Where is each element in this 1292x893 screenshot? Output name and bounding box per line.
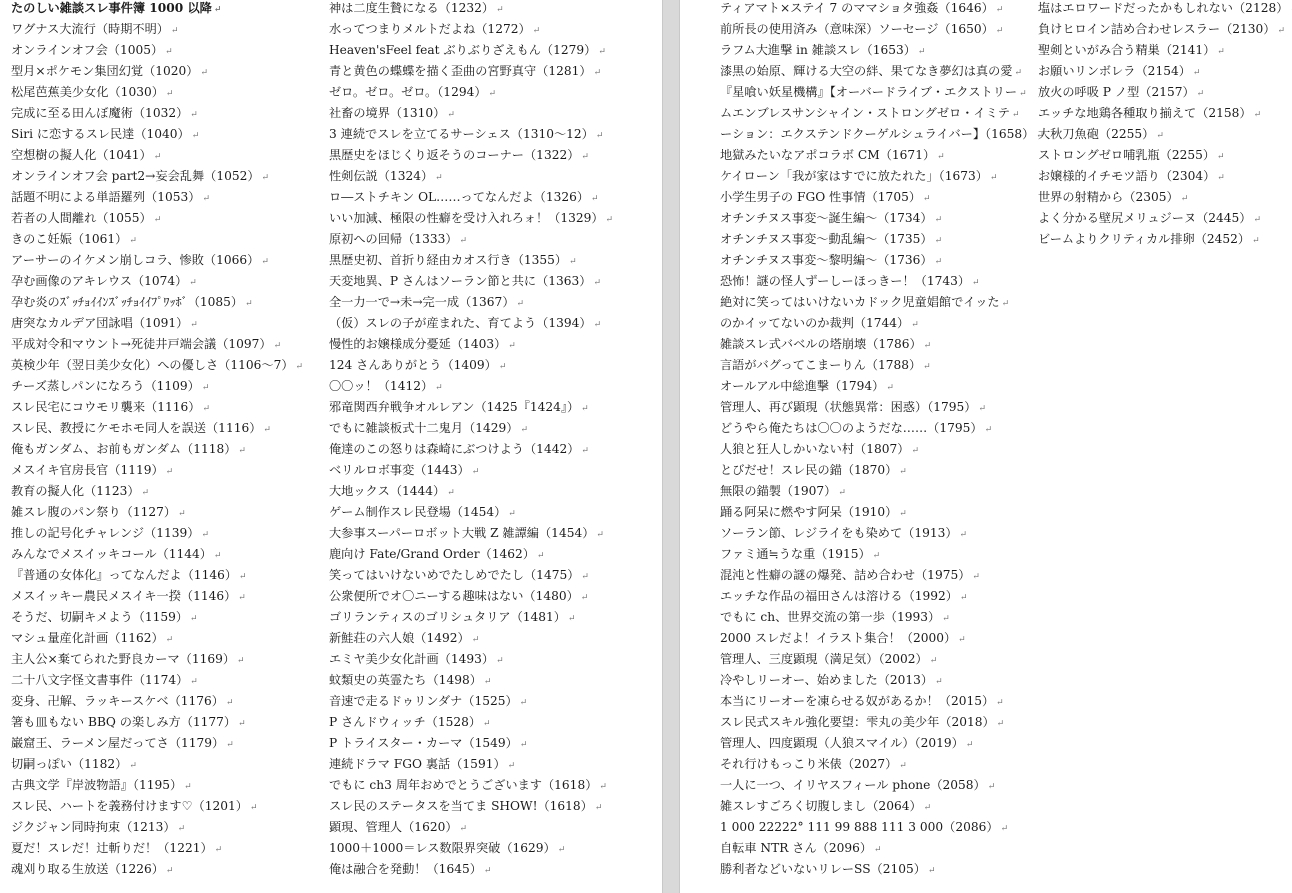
list-item: スレ民、ハートを義務付けます♡（1201） ↵ [11,798,303,819]
list-item: P トライスター・カーマ（1549） ↵ [329,735,613,756]
list-item: ゴリランティスのゴリシュタリア（1481） ↵ [329,609,613,630]
list-item: ジクジャン同時拘束（1213） ↵ [11,819,303,840]
list-item: オチンチヌス事変～黎明編～（1736） ↵ [720,252,1044,273]
list-item: 型月×ポケモン集団幻覚（1020） ↵ [11,63,303,84]
list-item: エッチな作品の福田さんは溶ける（1992） ↵ [720,588,1044,609]
list-item: 『普通の女体化』ってなんだよ（1146） ↵ [11,567,303,588]
list-item: スレ民、教授にケモホモ同人を誤送（1116） ↵ [11,420,303,441]
list-item: 聖剣といがみ合う精巣（2141） ↵ [1038,42,1292,63]
list-item: 管理人、三度顕現（満足気）（2002） ↵ [720,651,1044,672]
list-item: 前所長の使用済み（意味深）ソーセージ（1650） ↵ [720,21,1044,42]
list-item: P さんドウィッチ（1528） ↵ [329,714,613,735]
list-item: 英検少年（翌日美少女化）への優しさ（1106～7） ↵ [11,357,303,378]
list-item: ソーラン節、レジライをも染めて（1913） ↵ [720,525,1044,546]
list-item: ゲーム制作スレ民登場（1454） ↵ [329,504,613,525]
list-item: 雑スレすごろく切腹しまし（2064） ↵ [720,798,1044,819]
list-item: ケイローン「我が家はすでに放たれた」（1673） ↵ [720,168,1044,189]
list-item: 2000 スレだよ！イラスト集合！（2000） ↵ [720,630,1044,651]
list-item: 黒歴史初、首折り経由カオス行き（1355） ↵ [329,252,613,273]
list-item: 負けヒロイン詰め合わせレスラー（2130） ↵ [1038,21,1292,42]
list-item: でもに雑談板式十二鬼月（1429） ↵ [329,420,613,441]
list-item: 社畜の境界（1310） ↵ [329,105,613,126]
list-item: お願いリンボレラ（2154） ↵ [1038,63,1292,84]
list-item: メスイキ官房長官（1119） ↵ [11,462,303,483]
list-item: 連続ドラマ FGO 裏話（1591） ↵ [329,756,613,777]
list-item: 慢性的お嬢様成分憂延（1403） ↵ [329,336,613,357]
list-item: 124 さんありがとう（1409） ↵ [329,357,613,378]
list-item: 〇〇ッ！（1412） ↵ [329,378,613,399]
list-item: エミヤ美少女化計画（1493） ↵ [329,651,613,672]
page-gutter [662,0,680,893]
list-item: オンラインオフ会 part2→妄会乱舞（1052） ↵ [11,168,303,189]
list-item: ロ―ストチキン OL……ってなんだよ（1326） ↵ [329,189,613,210]
list-item: 黒歴史をほじくり返そうのコーナー（1322） ↵ [329,147,613,168]
list-item: 二十八文字怪文書事件（1174） ↵ [11,672,303,693]
list-item: いい加減、極限の性癖を受け入れろォ！（1329） ↵ [329,210,613,231]
list-item: オチンチヌス事変～誕生編～（1734） ↵ [720,210,1044,231]
list-item: 邪竜関西弁戦争オルレアン（1425『1424』） ↵ [329,399,613,420]
document-title: たのしい雑談スレ事件簿 1000 以降 ↵ [11,0,303,21]
list-item: 鹿向け Fate/Grand Order（1462） ↵ [329,546,613,567]
list-item: 俺達のこの怒りは森崎にぶつけよう（1442） ↵ [329,441,613,462]
list-item: ラフム大進撃 in 雑談スレ（1653） ↵ [720,42,1044,63]
list-item: 絶対に笑ってはいけないカドック児童娼館でイッた ↵ [720,294,1044,315]
list-item: 松尾芭蕉美少女化（1030） ↵ [11,84,303,105]
list-item: それ行けもっこり米俵（2027） ↵ [720,756,1044,777]
list-item: 1000＋1000＝レス数限界突破（1629） ↵ [329,840,613,861]
list-item: 話題不明による単語羅列（1053） ↵ [11,189,303,210]
list-item: 大地ックス（1444） ↵ [329,483,613,504]
column-2 [329,0,613,882]
list-item: 天変地異、P さんはソーラン節と共に（1363） ↵ [329,273,613,294]
list-item: チーズ蒸しパンになろう（1109） ↵ [11,378,303,399]
list-item: 管理人、再び顕現（状態異常：困惑）（1795） ↵ [720,399,1044,420]
list-item: きのこ妊娠（1061） ↵ [11,231,303,252]
list-item: 塩はエロワードだったかもしれない（2128） ↵ [1038,0,1292,21]
list-item: オチンチヌス事変～動乱編～（1735） ↵ [720,231,1044,252]
list-item: 無限の錨製（1907） ↵ [720,483,1044,504]
list-item: 推しの記号化チャレンジ（1139） ↵ [11,525,303,546]
list-item: 夏だ！スレだ！辻斬りだ！（1221） ↵ [11,840,303,861]
list-item: 原初への回帰（1333） ↵ [329,231,613,252]
list-item: 大参事スーパーロボット大戦 Z 雑譚編（1454） ↵ [329,525,613,546]
list-item: スレ民式スキル強化要望：雫丸の美少年（2018） ↵ [720,714,1044,735]
list-item: 唐突なカルデア団詠唱（1091） ↵ [11,315,303,336]
list-item: 音速で走るドゥリンダナ（1525） ↵ [329,693,613,714]
list-item: Siri に恋するスレ民達（1040） ↵ [11,126,303,147]
list-item: 3 連続でスレを立てるサーシェス（1310～12） ↵ [329,126,613,147]
list-item: 孕む画像のアキレウス（1074） ↵ [11,273,303,294]
list-item: 性剣伝説（1324） ↵ [329,168,613,189]
right-page [680,0,1292,893]
list-item: よく分かる壁尻メリュジーヌ（2445） ↵ [1038,210,1292,231]
list-item: 孕む炎のｽﾞｯﾁｮｲｲﾝｽﾞｯﾁｮｲｲﾌﾟﾜｯﾎﾞ（1085） ↵ [11,294,303,315]
list-item: 青と黄色の蝶蝶を描く歪曲の宮野真守（1281） ↵ [329,63,613,84]
list-item: 顕現、管理人（1620） ↵ [329,819,613,840]
list-item: オンラインオフ会（1005） ↵ [11,42,303,63]
list-item: 新鮭荘の六人娘（1492） ↵ [329,630,613,651]
list-item: 切嗣っぽい（1182） ↵ [11,756,303,777]
list-item: 俺もガンダム、お前もガンダム（1118） ↵ [11,441,303,462]
column-4 [1038,0,1292,252]
list-item: 小学生男子の FGO 性事情（1705） ↵ [720,189,1044,210]
column-3 [720,0,1044,882]
list-item: 漆黒の始原、輝ける大空の絆、果てなき夢幻は真の愛 ↵ [720,63,1044,84]
list-item: マシュ量産化計画（1162） ↵ [11,630,303,651]
list-item: スレ民のステータスを当てま SHOW!（1618） ↵ [329,798,613,819]
list-item: ゼロ。ゼロ。ゼロ。（1294） ↵ [329,84,613,105]
list-item: ファミ通≒うな重（1915） ↵ [720,546,1044,567]
list-item: 笑ってはいけないめでたしめでたし（1475） ↵ [329,567,613,588]
list-item: 雑スレ腹のパン祭り（1127） ↵ [11,504,303,525]
list-item: 公衆便所でオ〇ニーする趣味はない（1480） ↵ [329,588,613,609]
list-item: 放火の呼吸 P ノ型（2157） ↵ [1038,84,1292,105]
list-item: 俺は融合を発動！（1645） ↵ [329,861,613,882]
column-1 [11,0,303,882]
list-item: 一人に一つ、イリヤスフィール phone（2058） ↵ [720,777,1044,798]
list-item: 全一力一で→未→完一成（1367） ↵ [329,294,613,315]
list-item: 教育の擬人化（1123） ↵ [11,483,303,504]
list-item: ストロングゼロ哺乳瓶（2255） ↵ [1038,147,1292,168]
list-item: 恐怖！謎の怪人ずーしーほっきー！（1743） ↵ [720,273,1044,294]
list-item: みんなでメスイッキコール（1144） ↵ [11,546,303,567]
list-item: 神は二度生贄になる（1232） ↵ [329,0,613,21]
list-item: 世界の射精から（2305） ↵ [1038,189,1292,210]
list-item: オールアル中総進撃（1794） ↵ [720,378,1044,399]
list-item: 巌窟王、ラーメン屋だってさ（1179） ↵ [11,735,303,756]
list-item: でもに ch、世界交流の第一歩（1993） ↵ [720,609,1044,630]
list-item: Heaven'sFeel feat ぶりぶりざえもん（1279） ↵ [329,42,613,63]
list-item: アーサーのイケメン崩しコラ、惨敗（1066） ↵ [11,252,303,273]
list-item: 蚊類史の英霊たち（1498） ↵ [329,672,613,693]
list-item: 人狼と狂人しかいない村（1807） ↵ [720,441,1044,462]
list-item: 混沌と性癖の謎の爆発、詰め合わせ（1975） ↵ [720,567,1044,588]
list-item: 完成に至る田んぼ魔術（1032） ↵ [11,105,303,126]
list-item: のかイッてないのか裁判（1744） ↵ [720,315,1044,336]
list-item: とびだせ！スレ民の錨（1870） ↵ [720,462,1044,483]
list-item: 魂刈り取る生放送（1226） ↵ [11,861,303,882]
list-item: ビームよりクリティカル排卵（2452） ↵ [1038,231,1292,252]
list-item: 古典文学『岸波物語』（1195） ↵ [11,777,303,798]
list-item: 『星喰い妖星機構』【オーバードライブ・エクストリー ↵ [720,84,1044,105]
list-item: ティアマト×ステイ 7 のママショタ強姦（1646） ↵ [720,0,1044,21]
list-item: 地獄みたいなアポコラボ CM（1671） ↵ [720,147,1044,168]
list-item: どうやら俺たちは〇〇のようだな……（1795） ↵ [720,420,1044,441]
list-item: でもに ch3 周年おめでとうございます（1618） ↵ [329,777,613,798]
list-item: ーション：エクステンドクーゲルシュライバー】（1658） ↵ [720,126,1044,147]
list-item: （仮）スレの子が産まれた、育てよう（1394） ↵ [329,315,613,336]
list-item: 平成対令和マウント→死徒井戸端会議（1097） ↵ [11,336,303,357]
list-item: そうだ、切嗣キメよう（1159） ↵ [11,609,303,630]
list-item: 踊る阿呆に燃やす阿呆（1910） ↵ [720,504,1044,525]
list-item: 雑談スレ式バベルの塔崩壊（1786） ↵ [720,336,1044,357]
list-item: エッチな地鶏各種取り揃えて（2158） ↵ [1038,105,1292,126]
list-item: 変身、卍解、ラッキースケベ（1176） ↵ [11,693,303,714]
list-item: 言語がバグってこまーりん（1788） ↵ [720,357,1044,378]
list-item: 冷やしリーオー、始めました（2013） ↵ [720,672,1044,693]
list-item: 本当にリーオーを凍らせる奴があるか！（2015） ↵ [720,693,1044,714]
list-item: 自転車 NTR さん（2096） ↵ [720,840,1044,861]
list-item: 大秋刀魚砲（2255） ↵ [1038,126,1292,147]
list-item: スレ民宅にコウモリ襲来（1116） ↵ [11,399,303,420]
list-item: お嬢様的イチモツ語り（2304） ↵ [1038,168,1292,189]
list-item: 若者の人間離れ（1055） ↵ [11,210,303,231]
list-item: 1 000 22222° 111 99 888 111 3 000（2086） ↵ [720,819,1044,840]
list-item: 勝利者などいないリレーSS（2105） ↵ [720,861,1044,882]
list-item: 管理人、四度顕現（人狼スマイル）（2019） ↵ [720,735,1044,756]
list-item: 空想樹の擬人化（1041） ↵ [11,147,303,168]
list-item: ベリルロボ事変（1443） ↵ [329,462,613,483]
list-item: メスイッキー農民メスイキ一揆（1146） ↵ [11,588,303,609]
list-item: ムエンブレスサンシャイン・ストロングゼロ・イミテ ↵ [720,105,1044,126]
list-item: 水ってつまりメルトだよね（1272） ↵ [329,21,613,42]
list-item: 主人公×棄てられた野良カーマ（1169） ↵ [11,651,303,672]
list-item: 箸も皿もない BBQ の楽しみ方（1177） ↵ [11,714,303,735]
list-item: ワグナス大流行（時期不明） ↵ [11,21,303,42]
